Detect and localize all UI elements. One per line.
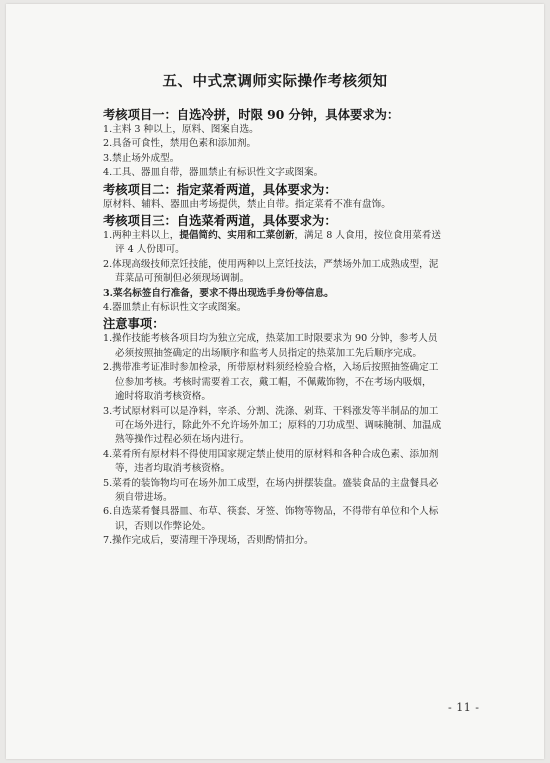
note-item-continuation: 必须按照抽签确定的出场顺序和监考人员指定的热菜加工先后顺序完成。 — [115, 347, 422, 359]
list-item: 3.禁止场外成型。 — [103, 152, 180, 164]
note-item-continuation: 识，否则以作弊论处。 — [115, 520, 211, 532]
section-heading-item2: 考核项目二：指定菜肴两道，具体要求为： — [103, 181, 337, 197]
note-item-continuation: 等，违者均取消考核资格。 — [115, 463, 231, 475]
list-item-continuation: 茸菜品可预制但必须现场调制。 — [115, 273, 250, 285]
note-item: 4.菜肴所有原材料不得使用国家规定禁止使用的原材料和各种合成色素、添加剂 — [103, 448, 439, 460]
note-item-continuation: 逾时将取消考核资格。 — [115, 391, 211, 403]
note-item: 1.操作技能考核各项目均为独立完成，热菜加工时限要求为 90 分钟，参考人员 — [103, 333, 438, 345]
list-item: 1.主料 3 种以上，原料、图案自选。 — [103, 124, 259, 135]
list-item: 2.具备可食性，禁用色素和添加剂。 — [103, 138, 257, 150]
note-item-continuation: 熟等操作过程必须在场内进行。 — [115, 434, 250, 446]
note-item-continuation: 须自带进场。 — [115, 491, 173, 503]
list-item: 3.菜名标签自行准备，要求不得出现选手身份等信息。 — [103, 287, 334, 299]
note-item: 3.考试原材料可以是净料，宰杀、分割、洗涤、剁茸、干料涨发等半制品的加工 — [103, 405, 439, 417]
list-item-continuation: 评 4 人份即可。 — [115, 244, 185, 256]
note-item: 2.携带准考证准时参加检录，所带原材料须经检验合格，入场后按照抽签确定工 — [103, 362, 439, 374]
list-item: 4.工具、器皿自带，器皿禁止有标识性文字或图案。 — [103, 167, 324, 179]
page-number: - 11 - — [448, 701, 480, 714]
notes-heading: 注意事项： — [103, 316, 165, 332]
document-body — [103, 106, 463, 549]
note-item: 6.自选菜肴餐具器皿、布草、筷套、牙签、饰物等物品，不得带有单位和个人标 — [103, 506, 439, 518]
note-item-continuation: 位参加考核。考核时需要着工衣，戴工帽，不佩戴饰物，不在考场内吸烟， — [115, 376, 432, 388]
list-item: 4.器皿禁止有标识性文字或图案。 — [103, 302, 247, 314]
note-item: 5.菜肴的装饰物均可在场外加工成型，在场内拼摆装盘。盛装食品的主盘餐具必 — [103, 477, 439, 489]
section-heading-item3: 考核项目三：自选菜肴两道，具体要求为： — [103, 213, 337, 229]
note-item: 7.操作完成后，要清理干净现场，否则酌情扣分。 — [103, 535, 314, 547]
document-page — [6, 4, 544, 759]
list-item — [103, 229, 463, 243]
emphasis-text: 提倡简约、实用和工菜创新 — [179, 230, 295, 242]
list-item: 原材料、辅料、器皿由考场提供，禁止自带。指定菜肴不准有盘饰。 — [103, 198, 391, 210]
page-title: 五、中式烹调师实际操作考核须知 — [162, 73, 388, 90]
section-heading-item1: 考核项目一：自选冷拼，时限 90 分钟，具体要求为： — [103, 107, 400, 122]
list-item: 2.体现高级技师烹饪技能，使用两种以上烹饪技法，严禁场外加工成熟成型，泥 — [103, 258, 439, 270]
item-text: 1.两种主料以上， — [103, 230, 180, 242]
note-item-continuation: 可在场外进行，除此外不允许场外加工；原料的刀功成型、调味腌制、加温成 — [115, 419, 442, 431]
item-text: ，满足 8 人食用，按位食用菜肴送 — [294, 230, 441, 242]
